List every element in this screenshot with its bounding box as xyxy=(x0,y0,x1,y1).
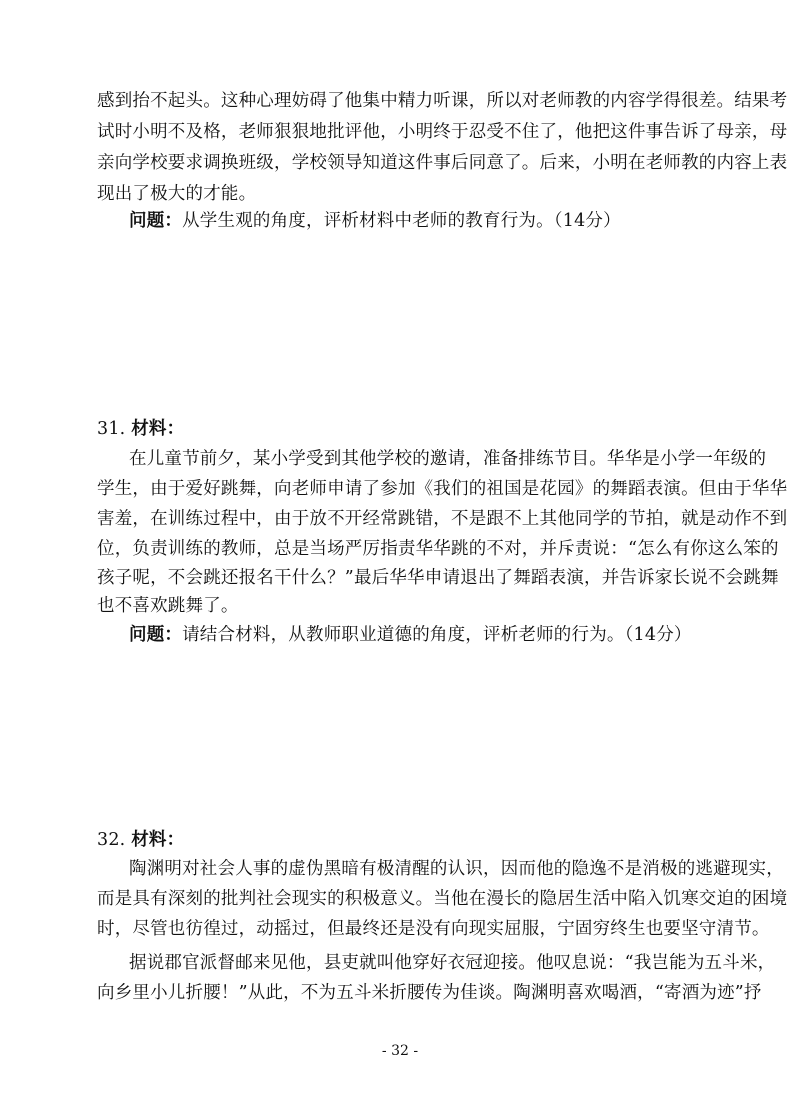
paragraph-line: 位，负责训练的教师，总是当场严厉指责华华跳的不对，并斥责说：“怎么有你这么笨的 xyxy=(97,539,779,559)
paragraph-line: 害羞，在训练过程中，由于放不开经常跳错，不是跟不上其他同学的节拍，就是动作不到 xyxy=(97,509,788,529)
question-text: 从学生观的角度，评析材料中老师的教育行为。（14分） xyxy=(182,211,621,231)
paragraph-line: 陶渊明对社会人事的虚伪黑暗有极清醒的认识，因而他的隐逸不是消极的逃避现实， xyxy=(129,859,784,879)
material-label: 材料： xyxy=(131,419,185,439)
question-label: 问题： xyxy=(129,625,183,645)
question-30 xyxy=(129,209,703,233)
question-number: 31. xyxy=(97,419,126,439)
paragraph-line: 试时小明不及格，老师狠狠地批评他，小明终于忍受不住了，他把这件事告诉了母亲，母 xyxy=(97,122,788,142)
paragraph-line: 在儿童节前夕，某小学受到其他学校的邀请，准备排练节目。华华是小学一年级的 xyxy=(129,449,767,469)
paragraph-line: 据说郡官派督邮来见他，县吏就叫他穿好衣冠迎接。他叹息说：“我岂能为五斗米， xyxy=(129,953,776,973)
q32-heading xyxy=(97,828,703,852)
paragraph-line: 感到抬不起头。这种心理妨碍了他集中精力听课，所以对老师教的内容学得很差。结果考 xyxy=(97,91,788,111)
paragraph-line: 也不喜欢跳舞了。 xyxy=(97,596,239,616)
page-number: - 32 - xyxy=(381,1043,419,1059)
material-label: 材料： xyxy=(131,830,185,850)
question-number: 32. xyxy=(97,830,126,850)
paragraph-line: 学生，由于爱好跳舞，向老师申请了参加《我们的祖国是花园》的舞蹈表演。但由于华华 xyxy=(97,479,788,499)
q31-heading xyxy=(97,417,703,441)
question-label: 问题： xyxy=(129,211,183,231)
paragraph-line: 向乡里小儿折腰！”从此，不为五斗米折腰传为佳谈。陶渊明喜欢喝酒，“寄酒为迹”抒 xyxy=(97,983,762,1003)
paragraph-line: 现出了极大的才能。 xyxy=(97,184,257,204)
paragraph-line: 时，尽管也彷徨过，动摇过，但最终还是没有向现实屈服，宁固穷终生也要坚守清节。 xyxy=(97,919,770,939)
question-31 xyxy=(129,623,703,647)
paragraph-line: 亲向学校要求调换班级，学校领导知道这件事后同意了。后来，小明在老师教的内容上表 xyxy=(97,153,788,173)
paragraph-line: 而是具有深刻的批判社会现实的积极意义。当他在漫长的隐居生活中陷入饥寒交迫的困境 xyxy=(97,889,788,909)
question-text: 请结合材料，从教师职业道德的角度，评析老师的行为。（14分） xyxy=(182,625,692,645)
paragraph-line: 孩子呢，不会跳还报名干什么？”最后华华申请退出了舞蹈表演，并告诉家长说不会跳舞 xyxy=(97,568,779,588)
